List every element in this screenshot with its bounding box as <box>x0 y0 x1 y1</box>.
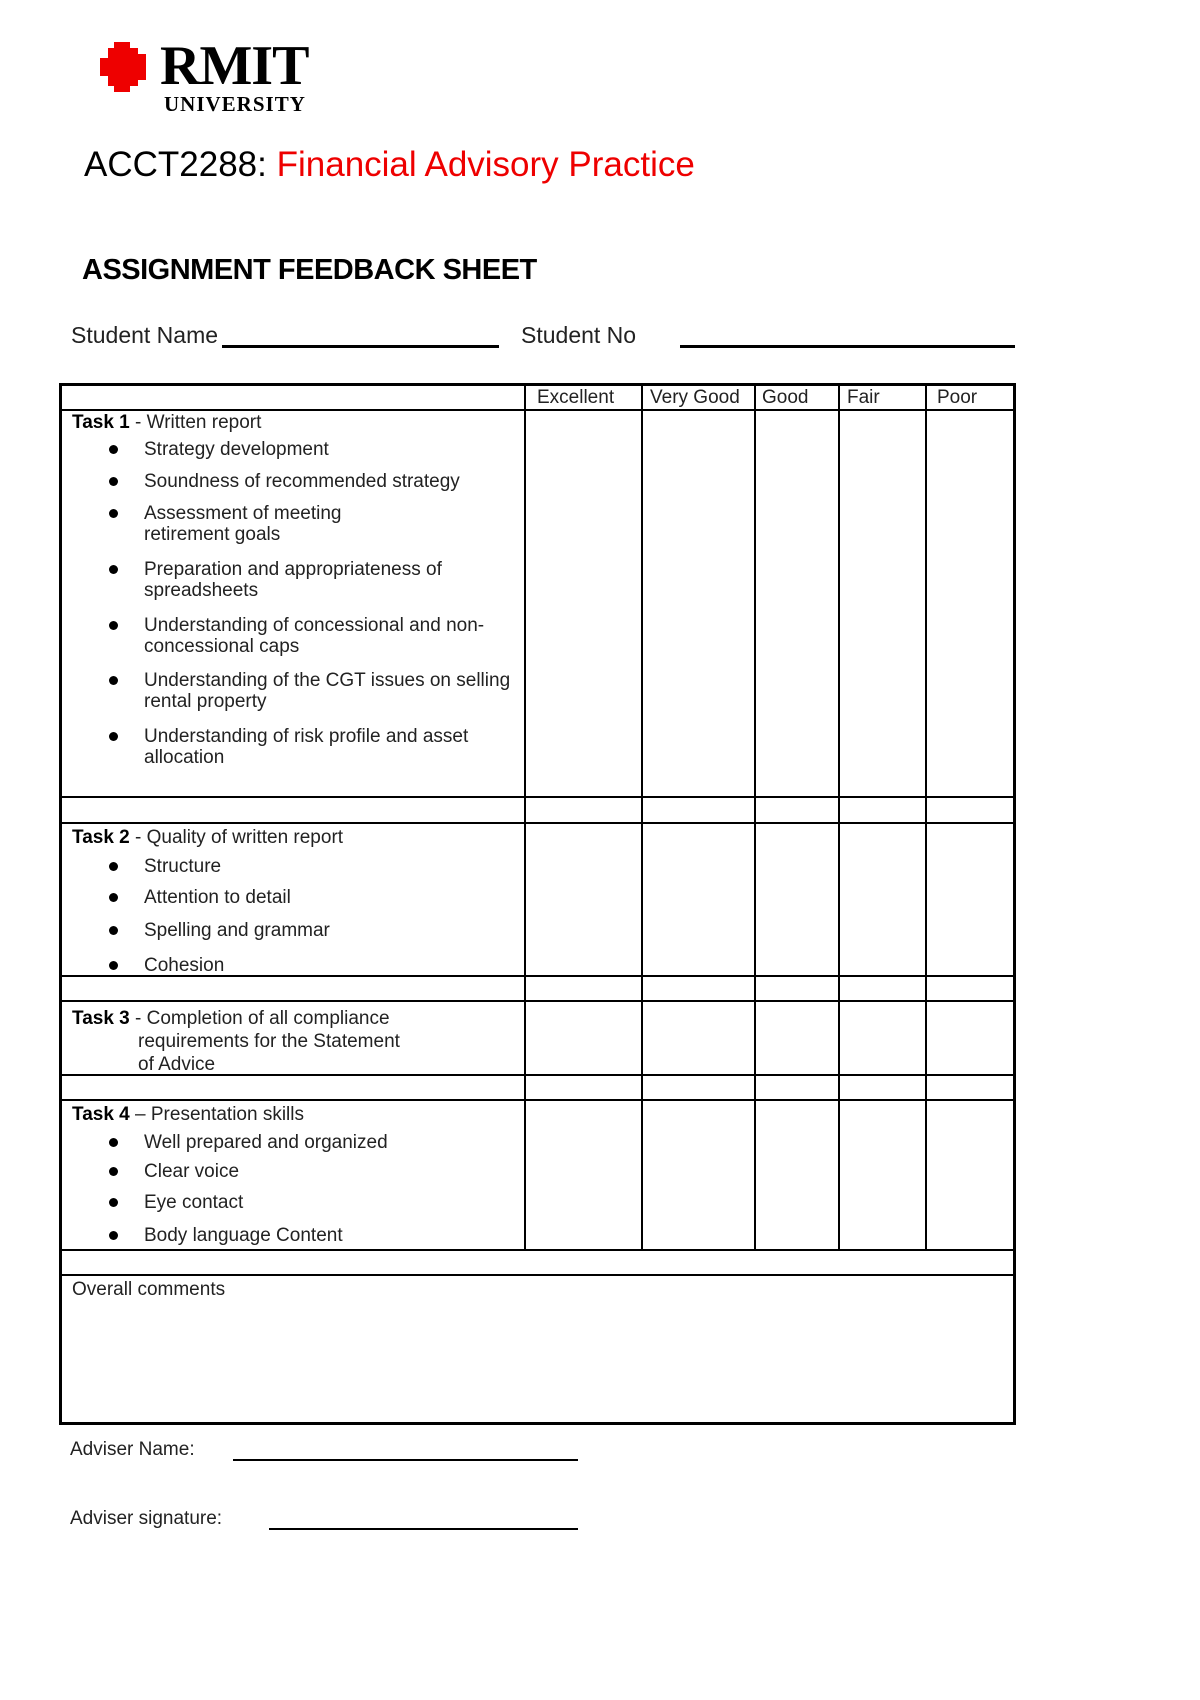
student-no-label: Student No <box>521 322 637 348</box>
course-title <box>84 145 695 185</box>
bullet-icon <box>109 893 118 902</box>
rating-header-very-good: Very Good <box>650 387 740 408</box>
bullet-icon <box>109 477 118 486</box>
column-divider <box>754 386 756 1249</box>
rating-header-fair: Fair <box>847 387 880 408</box>
task-1-description: - Written report <box>129 412 262 433</box>
bullet-icon <box>109 1167 118 1176</box>
task-3-label: Task 3 <box>72 1008 130 1029</box>
task-4-description: – Presentation skills <box>129 1104 304 1125</box>
course-code: ACCT2288: <box>84 145 267 184</box>
adviser-name-label: Adviser Name: <box>70 1439 195 1460</box>
bullet-icon <box>109 732 118 741</box>
adviser-signature-line[interactable] <box>269 1528 578 1530</box>
row-divider <box>62 1249 1013 1251</box>
bullet-icon <box>109 676 118 685</box>
column-divider <box>838 386 840 1249</box>
rating-header-poor: Poor <box>937 387 978 408</box>
bullet-icon <box>109 565 118 574</box>
rating-header-excellent: Excellent <box>537 387 615 408</box>
task-4-label: Task 4 <box>72 1104 130 1125</box>
column-divider <box>524 386 526 1249</box>
task-2-heading <box>72 827 343 849</box>
sheet-title: ASSIGNMENT FEEDBACK SHEET <box>82 254 537 286</box>
task-3-description-line: requirements for the Statement <box>138 1031 400 1052</box>
task-1-label: Task 1 <box>72 412 130 433</box>
row-divider <box>62 1000 1013 1002</box>
logo-wordmark: RMIT <box>160 35 309 97</box>
student-no-line[interactable] <box>680 345 1015 348</box>
row-divider <box>62 1274 1013 1276</box>
rating-header-good: Good <box>762 387 809 408</box>
bullet-icon <box>109 862 118 871</box>
rmit-pixel-icon <box>100 42 152 92</box>
course-name: Financial Advisory Practice <box>276 145 695 184</box>
task-3-description-line: of Advice <box>138 1054 216 1075</box>
row-divider <box>62 796 1013 798</box>
bullet-icon <box>109 621 118 630</box>
bullet-icon <box>109 445 118 454</box>
task-3-heading <box>72 1008 390 1030</box>
task-4-heading <box>72 1104 304 1126</box>
task-2-label: Task 2 <box>72 827 130 848</box>
task-1-heading <box>72 412 261 434</box>
bullet-icon <box>109 961 118 970</box>
row-divider <box>62 822 1013 824</box>
bullet-icon <box>109 1231 118 1240</box>
bullet-icon <box>109 1138 118 1147</box>
feedback-table: Excellent Very Good Good Fair Poor Task 1 - Written report Strategy development Soundness of recommended strategy Assessment of meeting retirement goals Preparation and appropriateness of spreadsheets Understanding of concessional and non-concessional caps Understanding of the CGT issues on selling rental property Understanding of risk profile and asset allocation Task 2 - Quality of written report Structure Attention to detail Spelling and grammar Cohesion Task 3 - Completion of all compliance requirements for the Statement of Advice Task 4 – Presentation skills Well prepared and organized Clear voice Eye contact Body language Content Overall comments <box>59 383 1016 1425</box>
overall-comments-label: Overall comments <box>72 1279 226 1300</box>
bullet-icon <box>109 1198 118 1207</box>
adviser-signature-label: Adviser signature: <box>70 1508 223 1529</box>
adviser-name-line[interactable] <box>233 1459 578 1461</box>
task-2-description: - Quality of written report <box>129 827 344 848</box>
bullet-icon <box>109 926 118 935</box>
student-name-label: Student Name <box>71 322 219 348</box>
bullet-icon <box>109 509 118 518</box>
rmit-logo <box>100 35 320 120</box>
task-3-description: - Completion of all compliance <box>129 1008 390 1029</box>
row-divider <box>62 1099 1013 1101</box>
student-name-line[interactable] <box>222 345 499 348</box>
column-divider <box>641 386 643 1249</box>
logo-subtitle: UNIVERSITY <box>164 92 306 116</box>
column-divider <box>925 386 927 1249</box>
